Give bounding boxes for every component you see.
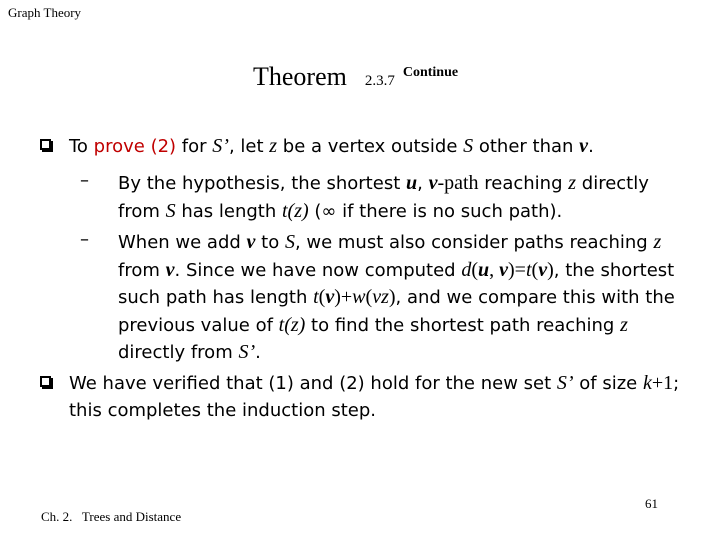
text-segment: directly from	[118, 173, 649, 222]
text-segment: d	[461, 258, 472, 281]
text-segment: other than	[473, 136, 580, 157]
text-segment: (∞ if there is no such path).	[308, 200, 563, 222]
footer-chapter: Ch. 2. Trees and Distance	[41, 509, 182, 524]
square-bullet-icon	[40, 376, 51, 387]
bullet-1-text	[69, 133, 689, 160]
text-segment: , the shortest such path has length	[118, 259, 675, 308]
text-segment: S’	[212, 135, 229, 157]
text-segment: S	[463, 135, 474, 157]
text-segment: for	[176, 136, 213, 157]
text-segment: z	[620, 313, 628, 336]
text-segment: .	[255, 342, 261, 363]
text-segment: ; this completes the induction step.	[69, 373, 680, 421]
square-bullet-icon	[40, 139, 51, 150]
text-segment: v	[538, 258, 548, 281]
text-segment: S’	[238, 341, 256, 363]
text-segment: When we add	[118, 232, 247, 253]
text-segment: t(z)	[278, 313, 306, 336]
text-segment: z	[653, 231, 662, 253]
text-segment: v	[165, 258, 175, 281]
text-segment: of size	[573, 373, 643, 394]
text-segment: v	[246, 231, 256, 253]
text-segment: -path	[437, 172, 479, 194]
text-segment: from	[118, 259, 166, 281]
theorem-title: Theorem	[253, 62, 347, 91]
text-segment: u	[477, 258, 490, 281]
sub-item-1-text	[118, 170, 678, 225]
text-segment: (	[365, 286, 373, 308]
header-title: Graph Theory	[8, 5, 82, 20]
text-segment: t(z)	[281, 199, 309, 222]
text-segment: k	[642, 372, 652, 394]
text-segment: S	[165, 199, 176, 222]
text-segment: S’	[556, 372, 574, 394]
text-segment: prove (2)	[93, 136, 177, 157]
text-segment: )	[388, 286, 396, 308]
text-segment: )=	[508, 258, 526, 281]
text-segment: )+	[334, 286, 353, 308]
text-segment: , we must also consider paths reaching	[294, 232, 654, 253]
dash-bullet-icon: –	[80, 229, 89, 250]
text-segment: (	[531, 258, 539, 281]
text-segment: .	[588, 136, 594, 157]
text-segment: S	[284, 231, 295, 253]
text-segment: z	[568, 172, 577, 194]
sub-item-2-text	[118, 229, 678, 367]
text-segment: be a vertex outside	[277, 136, 464, 157]
text-segment: to	[255, 232, 285, 253]
text-segment: v	[428, 172, 438, 194]
text-segment: (	[318, 286, 326, 308]
dash-bullet-icon: –	[80, 170, 89, 191]
continue-label: Continue	[402, 65, 459, 80]
bullet-2-text	[69, 370, 689, 424]
theorem-number: 2.3.7	[364, 73, 395, 89]
text-segment: vz	[372, 286, 389, 308]
text-segment: has length	[175, 200, 282, 222]
text-segment: ,	[489, 258, 500, 281]
text-segment: To	[69, 136, 94, 157]
text-segment: t	[313, 286, 319, 308]
text-segment: (	[471, 258, 478, 281]
text-segment: z	[269, 135, 278, 157]
text-segment: u	[405, 172, 418, 194]
text-segment: We have verified that (1) and (2) hold for the new set	[69, 373, 557, 394]
text-segment: . Since we have now computed	[174, 259, 462, 281]
text-segment: )	[547, 258, 554, 281]
text-segment: directly from	[118, 342, 239, 363]
text-segment: v	[579, 135, 589, 157]
text-segment: +1	[651, 372, 674, 394]
text-segment: v	[325, 286, 335, 308]
slide-title	[253, 62, 458, 92]
text-segment: , and we compare this with the previous value of	[118, 287, 675, 336]
text-segment: By the hypothesis, the shortest	[118, 173, 406, 194]
text-segment: ,	[417, 173, 429, 194]
text-segment: t	[525, 258, 532, 281]
page-number: 61	[645, 496, 658, 511]
text-segment: v	[499, 258, 508, 281]
text-segment: to find the shortest path reaching	[305, 314, 621, 336]
text-segment: , let	[228, 136, 270, 157]
text-segment: w	[352, 286, 366, 308]
text-segment: reaching	[478, 173, 569, 194]
